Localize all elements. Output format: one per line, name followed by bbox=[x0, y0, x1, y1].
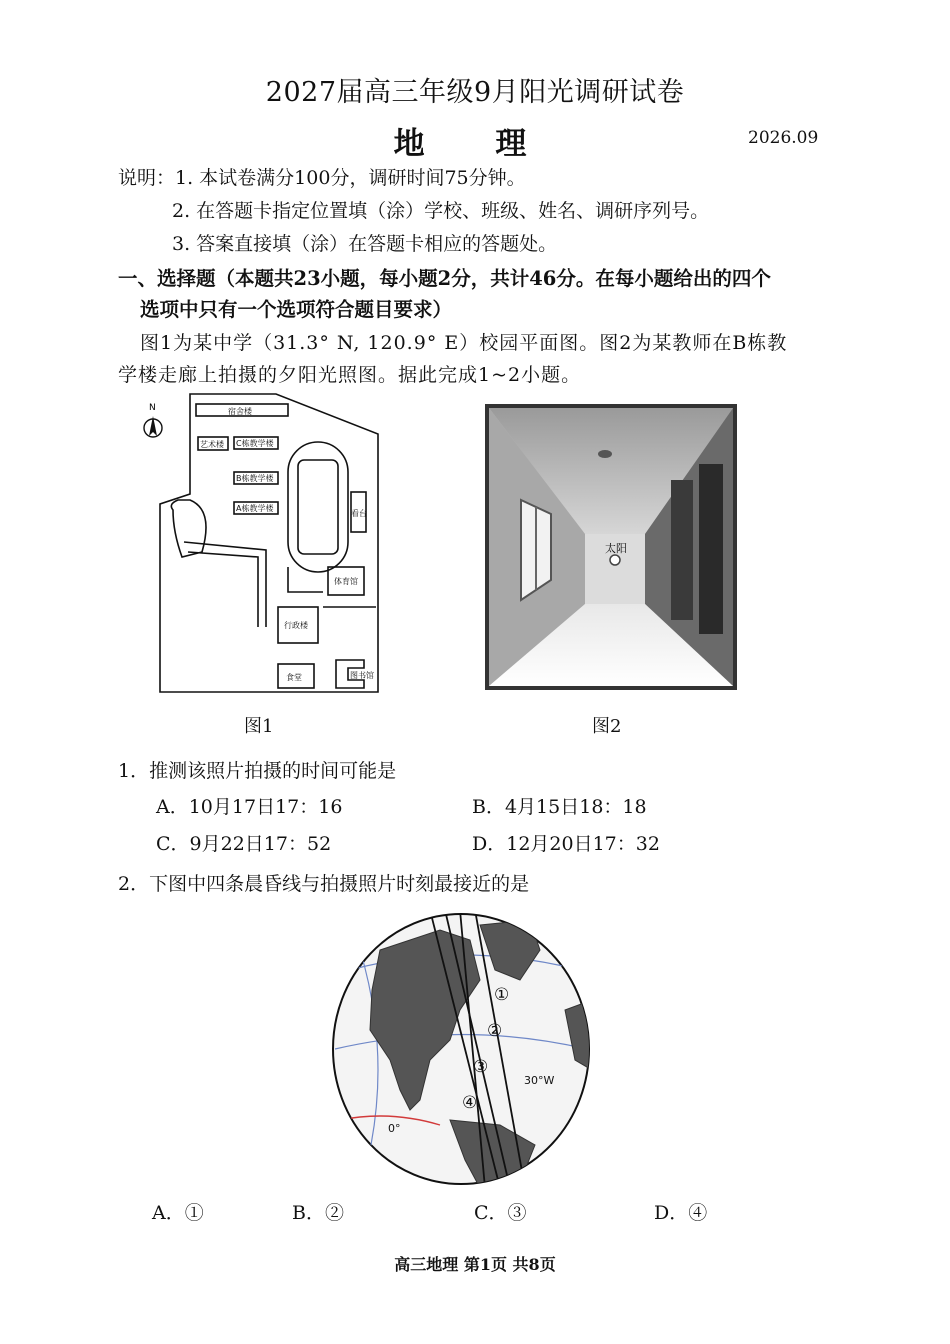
exam-title: 2027届高三年级9月阳光调研试卷 bbox=[265, 77, 685, 108]
instruction-item-2: 2. 在答题卡指定位置填（涂）学校、班级、姓名、调研序列号。 bbox=[172, 200, 710, 222]
label-dorm: 宿舍楼 bbox=[228, 407, 252, 416]
terminator-label-1: ① bbox=[494, 985, 510, 1005]
label-a: A栋教学楼 bbox=[236, 504, 274, 513]
equator-label: 0° bbox=[388, 1122, 401, 1135]
label-admin: 行政楼 bbox=[284, 621, 308, 630]
section-title-line1: 一、选择题（本题共23小题，每小题2分，共计46分。在每小题给出的四个 bbox=[118, 267, 771, 290]
instruction-item-3: 3. 答案直接填（涂）在答题卡相应的答题处。 bbox=[172, 233, 558, 255]
subject-title: 地 理 bbox=[393, 126, 557, 162]
instruction-item-1: 1. 本试卷满分100分，调研时间75分钟。 bbox=[175, 167, 526, 189]
terminator-label-3: ③ bbox=[473, 1057, 489, 1077]
label-gym: 体育馆 bbox=[334, 577, 358, 586]
label-art: 艺术楼 bbox=[200, 440, 224, 449]
longitude-label: 30°W bbox=[524, 1074, 555, 1087]
q1-option-b[interactable]: B．4月15日18：18 bbox=[472, 796, 647, 818]
track-field bbox=[298, 460, 338, 554]
q2-option-c[interactable]: C．③ bbox=[474, 1202, 527, 1224]
q2-stem: 2．下图中四条晨昏线与拍摄照片时刻最接近的是 bbox=[118, 873, 530, 895]
instructions-label: 说明： bbox=[118, 167, 176, 189]
terminator-label-4: ④ bbox=[462, 1093, 478, 1113]
label-stand: 看台 bbox=[351, 509, 367, 518]
running-track bbox=[288, 442, 348, 572]
q1-option-c[interactable]: C．9月22日17：52 bbox=[156, 833, 332, 855]
sun-label: 太阳 bbox=[605, 542, 627, 555]
label-b: B栋教学楼 bbox=[236, 474, 274, 483]
north-arrow bbox=[144, 403, 162, 437]
inner-road-2 bbox=[188, 552, 258, 627]
figure2-caption: 图2 bbox=[592, 716, 622, 737]
exam-date: 2026.09 bbox=[748, 128, 819, 148]
path-segment bbox=[288, 567, 323, 592]
page-footer: 高三地理 第1页 共8页 bbox=[394, 1255, 556, 1274]
corridor-photo bbox=[485, 404, 737, 690]
q2-option-d[interactable]: D．④ bbox=[654, 1202, 708, 1224]
q1-option-a[interactable]: A．10月17日17：16 bbox=[156, 796, 343, 818]
intro-line-2: 学楼走廊上拍摄的夕阳光照图。据此完成1~2小题。 bbox=[118, 364, 582, 386]
q2-option-b[interactable]: B．② bbox=[292, 1202, 344, 1224]
figure1-caption: 图1 bbox=[244, 716, 274, 737]
q1-option-d[interactable]: D．12月20日17：32 bbox=[472, 833, 660, 855]
terminator-label-2: ② bbox=[487, 1021, 503, 1041]
instructions-block bbox=[118, 163, 526, 190]
label-library: 图书馆 bbox=[350, 671, 374, 680]
loop-road bbox=[171, 500, 206, 557]
q2-option-a[interactable]: A．① bbox=[152, 1202, 204, 1224]
label-canteen: 食堂 bbox=[286, 673, 302, 682]
campus-map-figure bbox=[138, 392, 398, 702]
q1-stem: 1．推测该照片拍摄的时间可能是 bbox=[118, 760, 397, 782]
intro-line-1: 图1为某中学（31.3° N, 120.9° E）校园平面图。图2为某教师在B栋教 bbox=[140, 332, 788, 354]
globe-figure bbox=[330, 910, 592, 1188]
north-label: N bbox=[149, 403, 156, 413]
label-c: C栋教学楼 bbox=[236, 439, 274, 448]
section-title-line2: 选项中只有一个选项符合题目要求） bbox=[140, 298, 453, 321]
